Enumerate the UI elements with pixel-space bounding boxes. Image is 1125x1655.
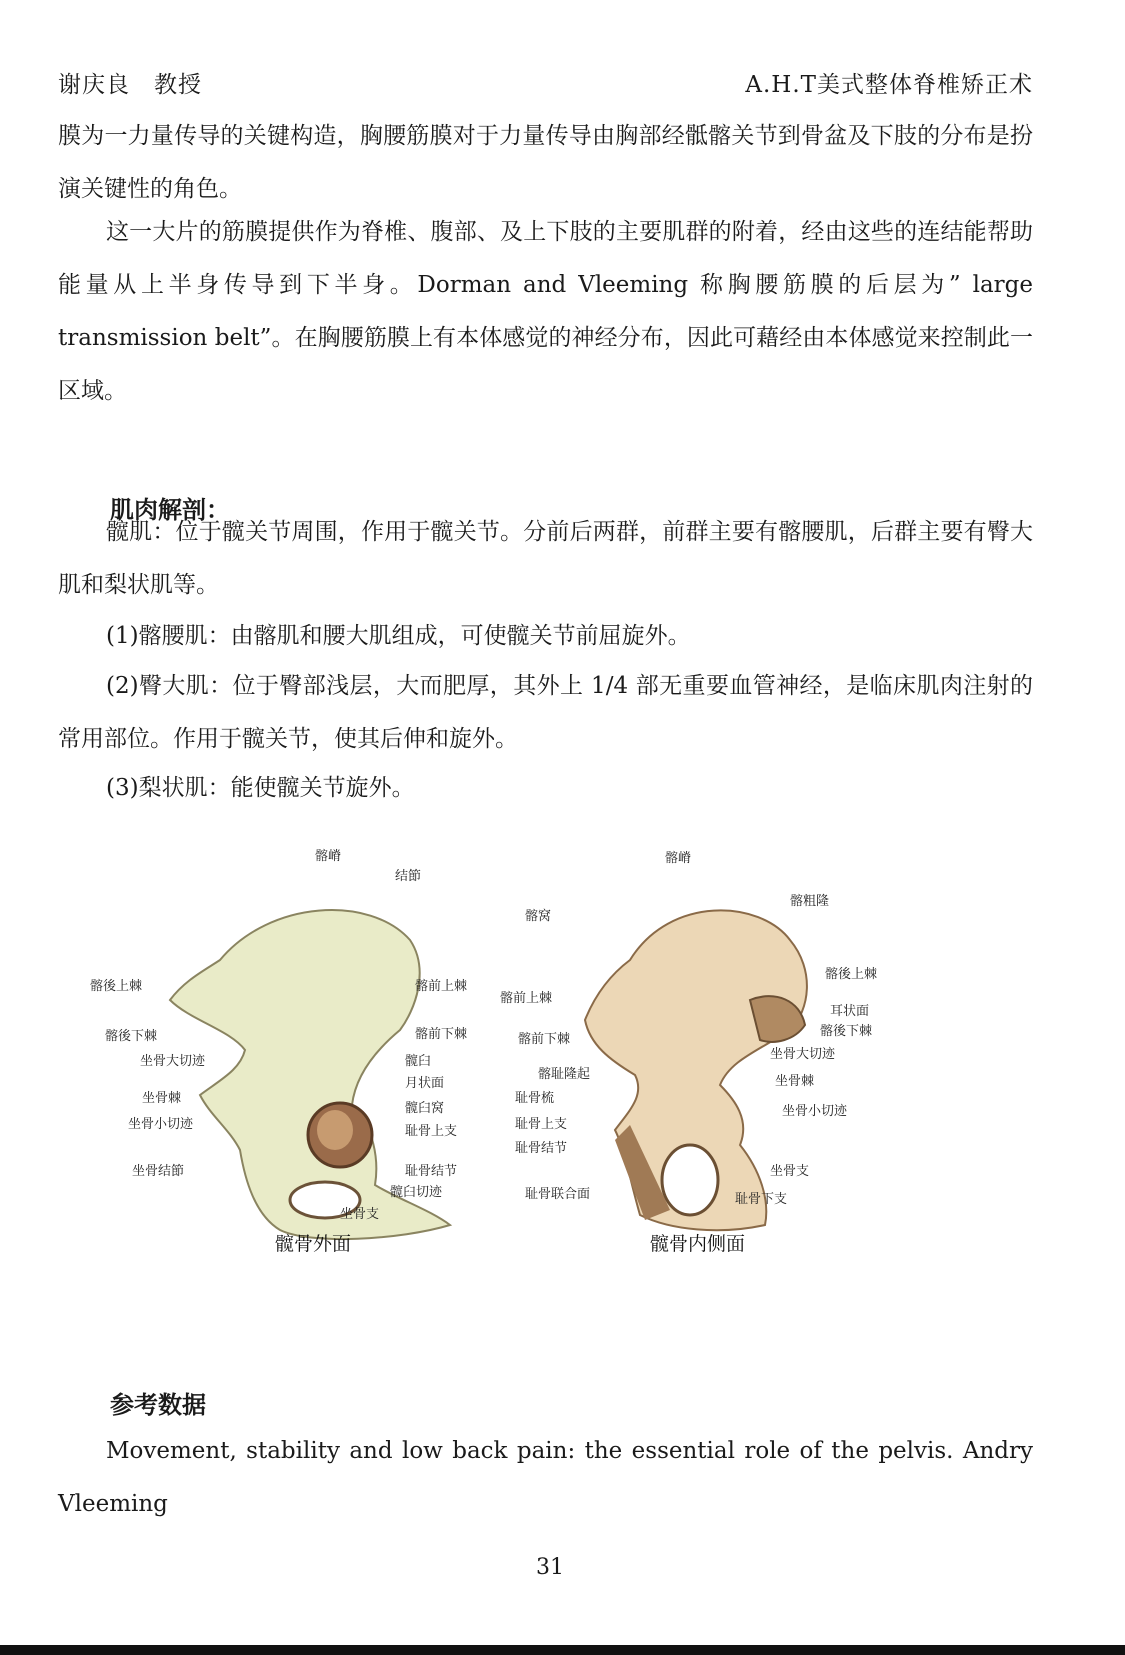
paragraph: 这一大片的筋膜提供作为脊椎、腹部、及上下肢的主要肌群的附着，经由这些的连结能帮助能量从上半身传导到下半身。Dorman and Vleeming 称胸腰筋膜的后层为” large transmission belt”。在胸腰筋膜上有本体感觉的神经分布，因此可藉经由本体感觉来控制此一区域。 bbox=[58, 219, 1033, 404]
label-ischial-spine: 坐骨棘 bbox=[775, 1074, 815, 1089]
label-anterior-inferior-iliac-spine: 髂前下棘 bbox=[518, 1032, 571, 1047]
figure-caption-right: 髋骨内侧面 bbox=[650, 1233, 746, 1255]
label-ischial-spine: 坐骨棘 bbox=[142, 1091, 182, 1106]
label-ischial-ramus: 坐骨支 bbox=[770, 1164, 810, 1179]
label-greater-sciatic-notch: 坐骨大切迹 bbox=[140, 1054, 206, 1069]
label-iliac-tuberosity: 髂粗隆 bbox=[790, 894, 830, 909]
label-lesser-sciatic-notch: 坐骨小切迹 bbox=[782, 1104, 848, 1119]
page-number: 31 bbox=[536, 1555, 564, 1580]
section-heading: 肌肉解剖： bbox=[110, 495, 230, 524]
label-symphyseal-surface: 耻骨联合面 bbox=[525, 1187, 591, 1202]
label-ischial-tuberosity: 坐骨结節 bbox=[132, 1164, 185, 1179]
label-iliac-crest: 髂嵴 bbox=[665, 851, 692, 866]
label-anterior-superior-iliac-spine: 髂前上棘 bbox=[500, 991, 553, 1006]
label-posterior-superior-iliac-spine: 髂後上棘 bbox=[825, 967, 878, 982]
label-acetabulum: 髋臼 bbox=[405, 1054, 432, 1069]
label-posterior-superior-iliac-spine: 髂後上棘 bbox=[90, 979, 143, 994]
label-lunate-surface: 月状面 bbox=[405, 1076, 445, 1091]
label-ischial-ramus: 坐骨支 bbox=[340, 1207, 380, 1222]
label-tubercle: 结節 bbox=[395, 869, 422, 884]
label-acetabular-fossa: 髋臼窝 bbox=[405, 1101, 445, 1116]
header-title: A.H.T美式整体脊椎矫正术 bbox=[745, 72, 1033, 98]
label-posterior-inferior-iliac-spine: 髂後下棘 bbox=[820, 1024, 873, 1039]
label-iliopubic-eminence: 髂耻隆起 bbox=[538, 1067, 591, 1082]
label-iliac-crest: 髂嵴 bbox=[315, 849, 342, 864]
scan-edge bbox=[0, 1645, 1125, 1655]
paragraph: (1)髂腰肌：由髂肌和腰大肌组成，可使髋关节前屈旋外。 bbox=[106, 623, 691, 649]
label-pectineal-line: 耻骨梳 bbox=[515, 1091, 555, 1106]
label-iliac-fossa: 髂窝 bbox=[525, 909, 552, 924]
paragraph: 髋肌：位于髋关节周围，作用于髋关节。分前后两群，前群主要有髂腰肌，后群主要有臀大肌和梨状肌等。 bbox=[58, 519, 1033, 598]
label-superior-pubic-ramus: 耻骨上支 bbox=[515, 1117, 568, 1132]
header-author: 谢庆良 教授 bbox=[58, 72, 202, 98]
figure-caption-left: 髋骨外面 bbox=[275, 1233, 352, 1255]
label-greater-sciatic-notch: 坐骨大切迹 bbox=[770, 1047, 836, 1062]
paragraph: (2)臀大肌：位于臀部浅层，大而肥厚，其外上 1/4 部无重要血管神经，是临床肌肉注射的常用部位。作用于髋关节，使其后伸和旋外。 bbox=[58, 673, 1033, 752]
label-lesser-sciatic-notch: 坐骨小切迹 bbox=[128, 1117, 194, 1132]
label-anterior-inferior-iliac-spine: 髂前下棘 bbox=[415, 1027, 468, 1042]
label-anterior-superior-iliac-spine: 髂前上棘 bbox=[415, 979, 468, 994]
label-auricular-surface: 耳状面 bbox=[830, 1004, 870, 1019]
reference-entry: Movement, stability and low back pain: the essential role of the pelvis. Andry Vleeming bbox=[58, 1438, 1033, 1517]
hip-bone-figure bbox=[70, 849, 970, 1320]
paragraph: (3)梨状肌：能使髋关节旋外。 bbox=[106, 775, 415, 801]
hip-bone-medial-illustration bbox=[585, 910, 810, 1230]
label-inferior-pubic-ramus: 耻骨下支 bbox=[735, 1192, 788, 1207]
label-superior-pubic-ramus: 耻骨上支 bbox=[405, 1124, 458, 1139]
label-pubic-tubercle: 耻骨结节 bbox=[405, 1164, 458, 1179]
label-posterior-inferior-iliac-spine: 髂後下棘 bbox=[105, 1029, 158, 1044]
label-acetabular-notch: 髋臼切迹 bbox=[390, 1185, 443, 1200]
paragraph: 膜为一力量传导的关键构造，胸腰筋膜对于力量传导由胸部经骶髂关节到骨盆及下肢的分布是扮演关键性的角色。 bbox=[58, 123, 1033, 202]
label-pubic-tubercle: 耻骨结节 bbox=[515, 1141, 568, 1156]
references-heading: 参考数据 bbox=[110, 1390, 206, 1419]
